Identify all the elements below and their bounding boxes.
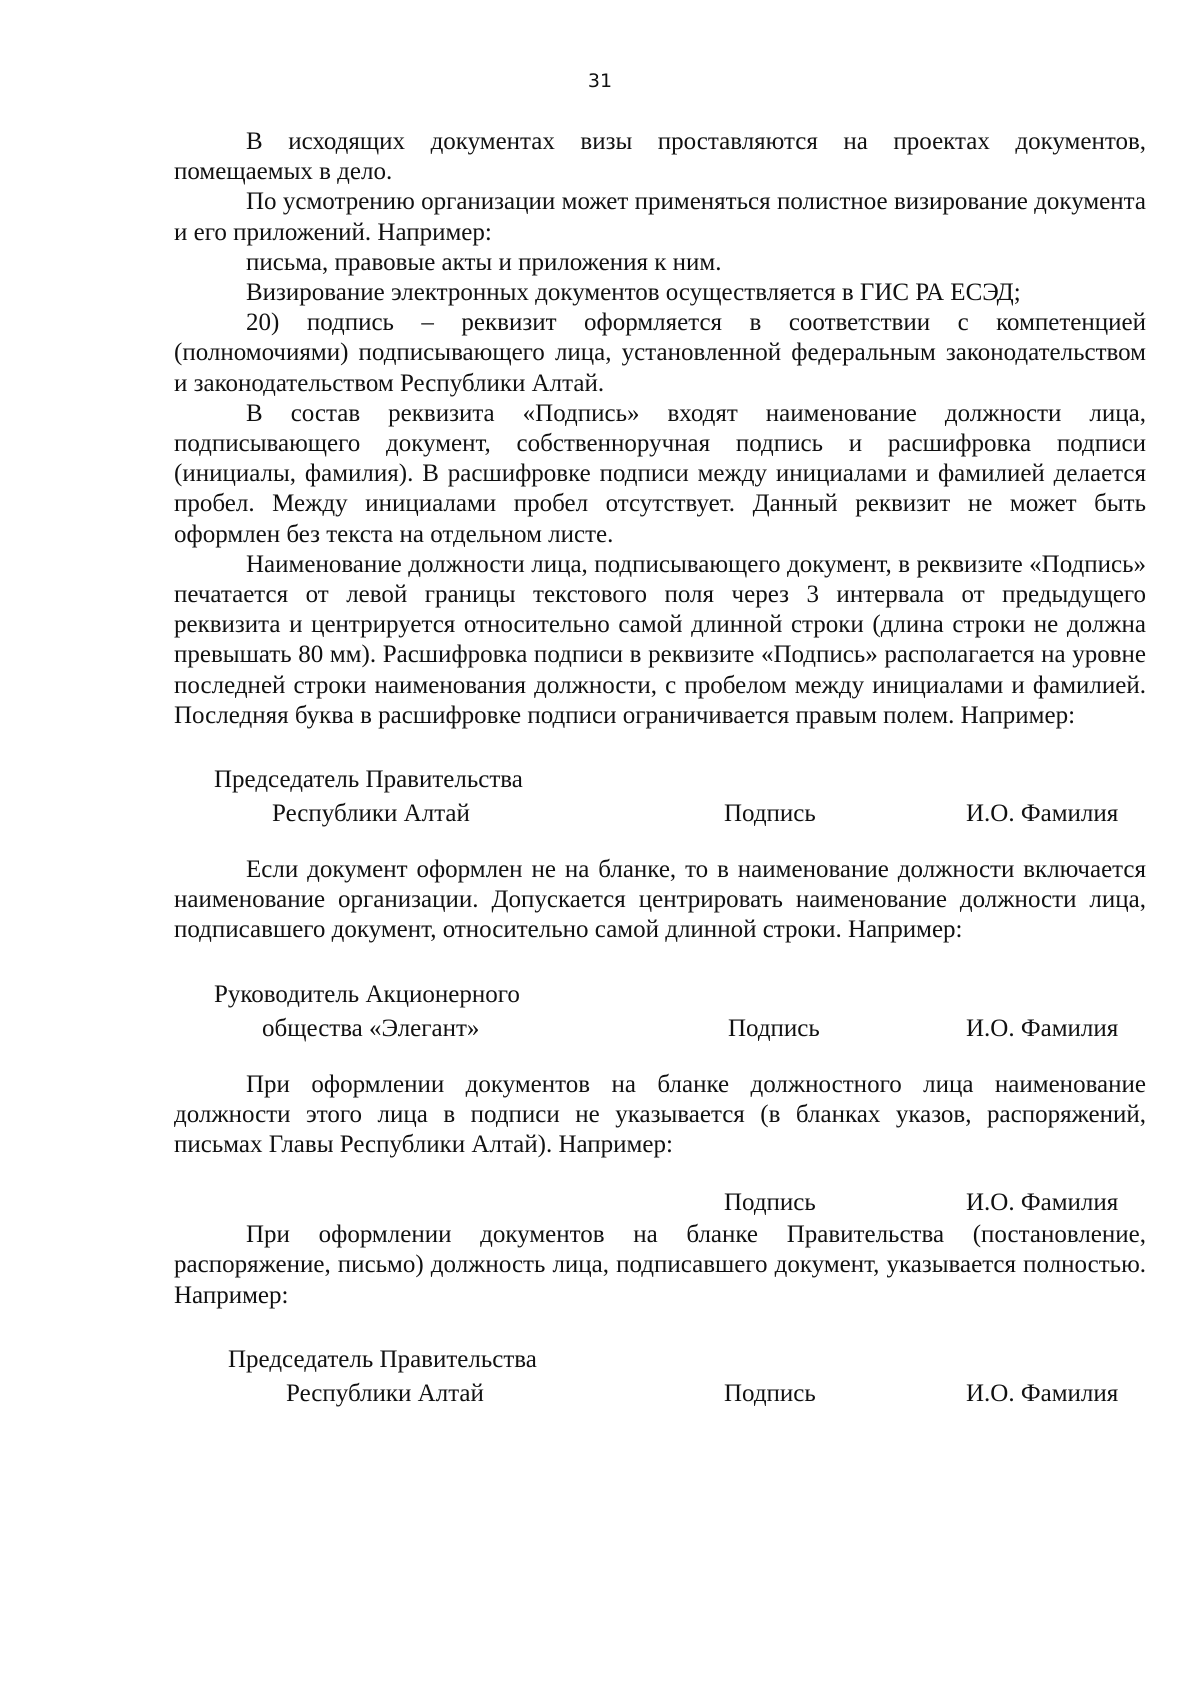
paragraph: В состав реквизита «Подпись» входят наименование должности лица, подписывающего документ, собственноручная подпись и расшифровка подписи (инициалы, фамилия). В расшифровке подписи между инициалами и фамилией делается пробел. Между инициалами пробел отсутствует. Данный реквизит не может быть оформлен без текста на отдельном листе. [174, 399, 1146, 548]
signature-placeholder: Подпись [724, 800, 816, 828]
signature-example [174, 978, 1146, 1048]
document-body [174, 127, 1146, 1413]
paragraph: По усмотрению организации может применяться полистное визирование документа и его приложений. Например: [174, 188, 1146, 246]
paragraph: Если документ оформлен не на бланке, то в наименование должности включается наименование организации. Допускается центрировать наименование должности лица, подписавшего документ, относительно самой длинной строки. Например: [174, 856, 1146, 944]
paragraph: При оформлении документов на бланке должностного лица наименование должности этого лица в подписи не указывается (в бланках указов, распоряжений, письмах Главы Республики Алтай). Например: [174, 1070, 1146, 1159]
signature-position-line2: Республики Алтай [286, 1379, 484, 1407]
signature-position-line1: Председатель Правительства [214, 766, 523, 794]
signature-name: И.О. Фамилия [966, 1379, 1119, 1407]
paragraph: При оформлении документов на бланке Правительства (постановление, распоряжение, письмо) должность лица, подписавшего документ, указывается полностью. Например: [174, 1221, 1146, 1309]
signature-example [174, 1343, 1146, 1413]
signature-name: И.О. Фамилия [966, 800, 1119, 828]
signature-name: И.О. Фамилия [966, 1189, 1119, 1217]
signature-position-line2: Республики Алтай [272, 800, 470, 828]
signature-position-line2: общества «Элегант» [262, 1014, 480, 1042]
signature-position-line1: Руководитель Акционерного [214, 980, 520, 1008]
signature-placeholder: Подпись [724, 1379, 816, 1407]
page-number: 31 [587, 70, 613, 92]
paragraph: В исходящих документах визы проставляются на проектах документов, помещаемых в дело. [174, 128, 1146, 186]
paragraph: Наименование должности лица, подписывающего документ, в реквизите «Подпись» печатается от левой границы текстового поля через 3 интервала от предыдущего реквизита и центрируется относительно самой длинной строки (длина строки не должна превышать 80 мм). Расшифровка подписи в реквизите «Подпись» располагается на уровне последней строки наименования должности, с пробелом между инициалами и фамилией. Последняя буква в расшифровке подписи ограничивается правым полем. Например: [174, 550, 1146, 729]
signature-example [174, 763, 1146, 833]
paragraph: 20) подпись – реквизит оформляется в соответствии с компетенцией (полномочиями) подписывающего лица, установленной федеральным законодательством и законодательством Республики Алтай. [174, 309, 1146, 397]
signature-example [174, 1186, 1146, 1220]
paragraph: Визирование электронных документов осуществляется в ГИС РА ЕСЭД; [246, 279, 1021, 307]
signature-name: И.О. Фамилия [966, 1014, 1119, 1042]
signature-placeholder: Подпись [724, 1189, 816, 1217]
signature-placeholder: Подпись [728, 1014, 820, 1042]
signature-position-line1: Председатель Правительства [228, 1345, 537, 1373]
paragraph: письма, правовые акты и приложения к ним. [246, 248, 722, 276]
